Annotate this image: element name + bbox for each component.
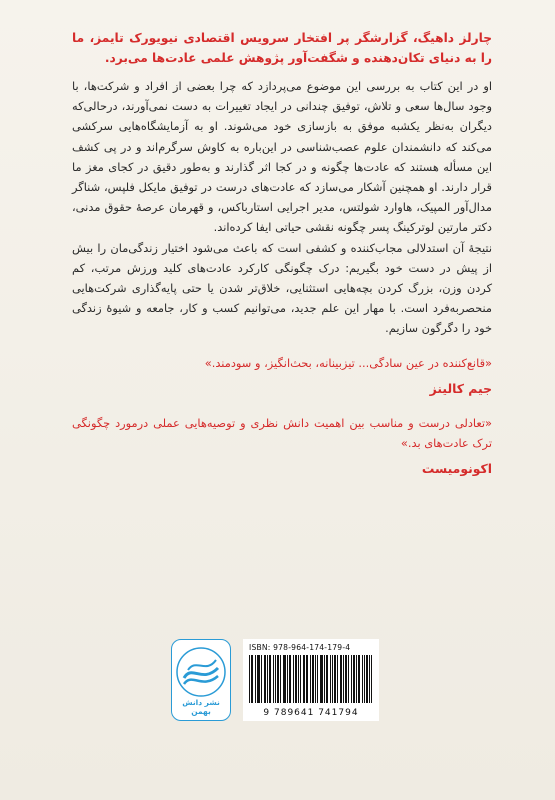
isbn-box [243,639,379,721]
barcode-bar [367,655,368,703]
barcode-bar [366,655,367,703]
barcode-bar [273,655,274,703]
barcode-bar [269,655,270,703]
barcode-bar [255,655,256,703]
barcode-bar [335,655,336,703]
barcode-bar [304,655,305,703]
barcode-bar [300,655,301,703]
quote-2: «تعادلی درست و مناسب بین اهمیت دانش نظری و توصیه‌هایی عملی درمورد چگونگی ترک عادت‌های بد.» [72,415,492,450]
lead-paragraph: چارلز داهیگ، گزارشگر پر افتخار سرویس اقتصادی نیویورک تایمز، ما را به دنیای تکان‌دهنده و شگفت‌آور پژوهش علمی عادت‌ها می‌برد. [72,31,492,65]
barcode-bar [320,655,321,703]
barcode-bar [289,655,290,703]
publisher-logo [171,639,231,721]
barcode-bar [345,655,346,703]
barcode-bar [267,655,268,703]
barcode-bar [326,655,327,703]
barcode-bar [249,655,250,703]
quote-1: «قانع‌کننده در عین سادگی... تیزبینانه، بحث‌انگیز، و سودمند.» [204,355,492,370]
wave-logo-icon [176,644,226,700]
barcode-bar [362,655,363,703]
barcode-bar [312,655,313,703]
barcode-bar [310,655,311,703]
barcode-bar [337,655,338,703]
barcode-bar [264,655,265,703]
barcode-bar [258,655,259,703]
barcode-bar [285,655,286,703]
barcode-bar [270,655,271,703]
body-paragraph-2: نتیجهٔ آن استدلالی مجاب‌کننده و کشفی است که باعث می‌شود اختیار زندگی‌مان را بیش از پیش در دست خود بگیریم: درک چگونگی کارکرد عادت‌های کلید ورزش مرتب، کم کردن وزن، بزرگ کردن بچه‌هایی استثنایی، خلاق‌تر شدن یا حتی پایه‌گذاری شرکت‌هایی منحصربه‌فرد است. با مهار این علم جدید، می‌توانیم کسب و کار، جامعه و شیوهٔ زندگی خود را دگرگون سازیم. [72,240,492,336]
back-cover-text [72,28,492,479]
barcode-bar [303,655,304,703]
barcode-bar [364,655,365,703]
barcode-bar [317,655,318,703]
barcode-bar [334,655,335,703]
barcode-bar [354,655,355,703]
barcode-bar [351,655,352,703]
body-paragraph-1: او در این کتاب به بررسی این موضوع می‌پردازد که چرا بعضی از افراد و شرکت‌ها، با وجود سال‌ها سعی و تلاش، توفیق چندانی در ایجاد تغییرات به دست نمی‌آورند، درحالی‌که دیگران به‌نظر یکشبه موفق به بازسازی خود می‌شوند. او به آزمایشگاه‌هایی سرکشی می‌کند که دانشمندان علوم عصب‌شناسی در این‌باره به کاوش سرگرم‌اند و در پی کشف این مسأله هستند که عادت‌ها چگونه و در کجا اثر گذارند و به‌طور دقیق در کجای مغز ما قرار دارند. او همچنین آشکار می‌سازد که عادت‌های درست در توفیق مایکل فلپس، شناگر مدال‌آور المپیک، هاوارد شولتس، مدیر اجرایی استارباکس، و قهرمان عرصهٔ حقوق مدنی، دکتر مارتین لوترکینگ پسر چگونه نقشی حیاتی ایفا کرده‌اند. [72,79,492,235]
barcode-bar [315,655,316,703]
barcode-bar [295,655,296,703]
barcode-bar [332,655,333,703]
barcode-bar [275,655,276,703]
barcode-bar [356,655,357,703]
barcode-bar [369,655,370,703]
barcode-area [171,639,381,721]
quote-2-source: اکونومیست [421,460,492,476]
barcode-bar [313,655,314,703]
barcode-bar [346,655,347,703]
barcode-bar [257,655,258,703]
barcode-bar [261,655,262,703]
barcode-bar [259,655,260,703]
barcode-bar [358,655,359,703]
barcode-bar [321,655,322,703]
barcode-bar [298,655,299,703]
barcode-bar [353,655,354,703]
barcode-bar [287,655,288,703]
barcode-bar [307,655,308,703]
barcode-bar [280,655,281,703]
quote-1-source: جیم کالینز [429,380,492,396]
barcode-bar [327,655,328,703]
barcode-bar [341,655,342,703]
barcode-bar [348,655,349,703]
barcode-bar [324,655,325,703]
barcode-bar [340,655,341,703]
barcode-bar [359,655,360,703]
barcode [249,655,373,705]
barcode-bar [306,655,307,703]
isbn-text: ISBN: 978-964-174-179-4 [249,643,351,652]
barcode-bar [278,655,279,703]
barcode-bar [284,655,285,703]
barcode-bar [251,655,252,703]
barcode-bar [283,655,284,703]
barcode-bar [322,655,323,703]
barcode-bar [252,655,253,703]
barcode-bar [293,655,294,703]
barcode-bar [330,655,331,703]
publisher-name: نشر دانش بهمن [182,698,220,716]
barcode-bar [290,655,291,703]
barcode-bar [371,655,372,703]
barcode-bar [265,655,266,703]
barcode-number: 9 789641 741794 [263,708,359,718]
barcode-bar [343,655,344,703]
barcode-bar [296,655,297,703]
barcode-bar [277,655,278,703]
